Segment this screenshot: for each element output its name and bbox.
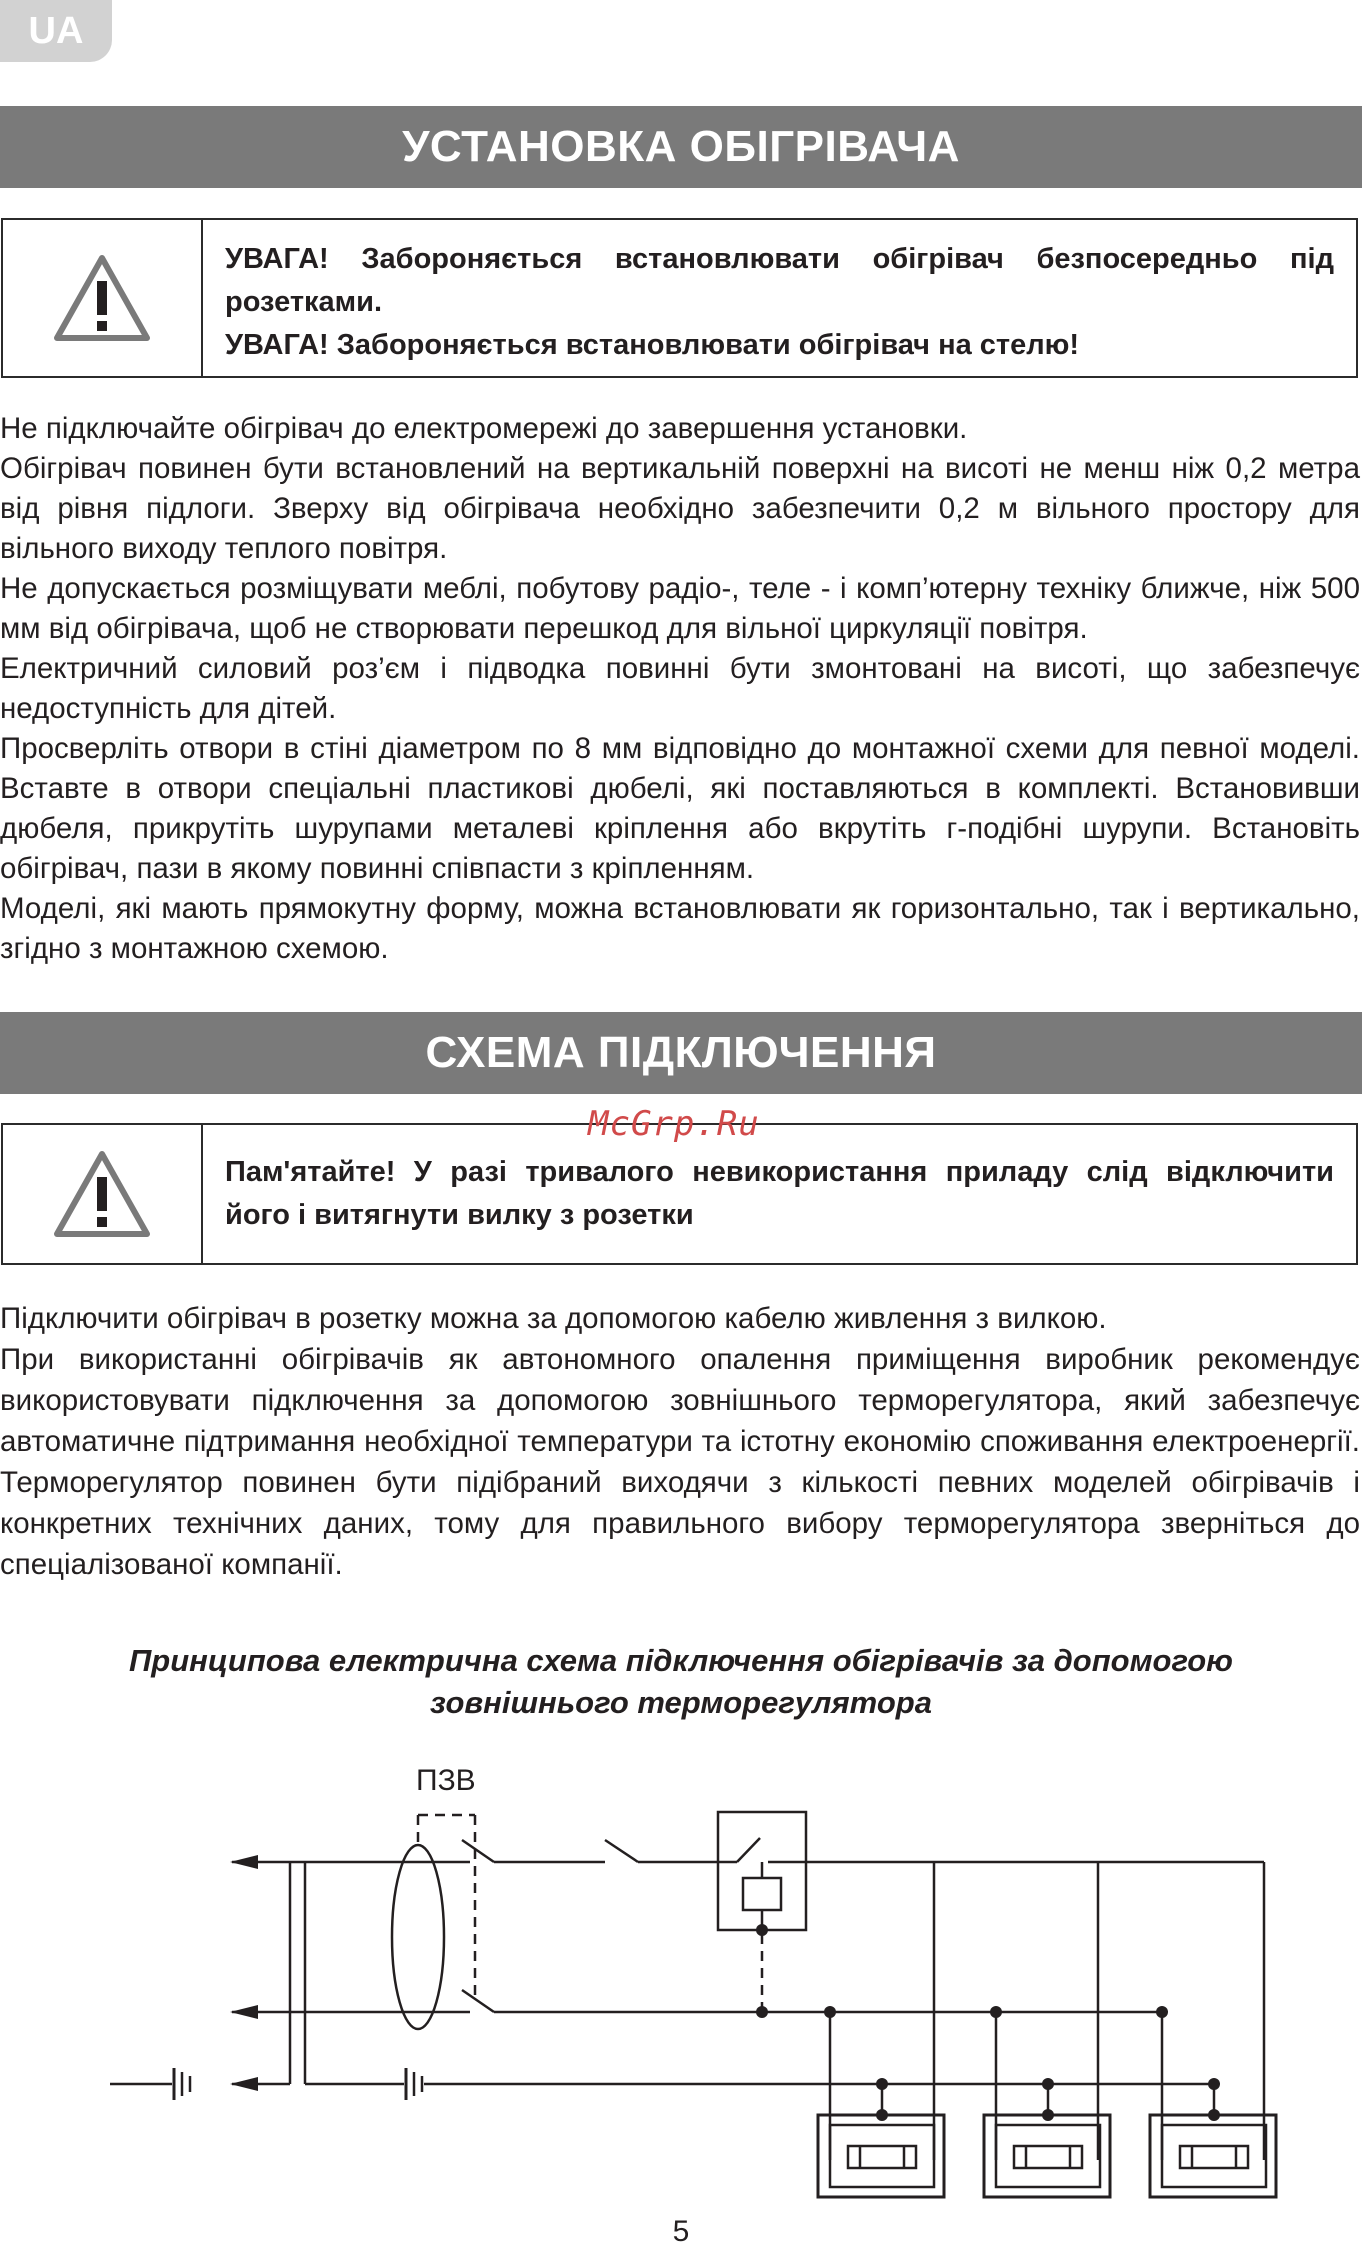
heater-3 (1150, 2115, 1276, 2197)
caption-line-2: зовнішнього терморегулятора (430, 1685, 932, 1720)
rcd-label: ПЗВ (416, 1764, 476, 1797)
watermark: McGrp.Ru (588, 1104, 760, 1144)
rcd-toroid (392, 1845, 444, 2029)
paragraph: При використанні обігрівачів як автономного опалення приміщення виробник рекомендує використовувати підключення за допомогою зовнішнього терморегулятора, який забезпечує автоматичне підтримання необхідної температури та істотну економію споживання електроенергії. Терморегулятор повинен бути підібраний виходячи з кількості певних моделей обігрівачів і конкретних технічних даних, тому для правильного вибору терморегулятора зверніться до спеціалізованої компанії. (0, 1343, 1360, 1581)
page-number: 5 (672, 2215, 690, 2248)
section-title-connection: СХЕМА ПІДКЛЮЧЕННЯ (0, 1012, 1362, 1094)
paragraph: Не підключайте обігрівач до електромережі до завершення установки. (0, 412, 968, 445)
warning-line-2: УВАГА! Забороняється встановлювати обігрівач на стелю! (225, 329, 1080, 361)
heater-1 (818, 2115, 944, 2197)
paragraph: Моделі, які мають прямокутну форму, можна встановлювати як горизонтально, так і вертикально, згідно з монтажною схемою. (0, 892, 1360, 965)
paragraph: Не допускається розміщувати меблі, побутову радіо-, теле - і комп’ютерну техніку ближче, ніж 500 мм від обігрівача, щоб не створювати перешкод для вільної циркуляції повітря. (0, 572, 1360, 645)
paragraph: Обігрівач повинен бути встановлений на вертикальній поверхні на висоті не менш ніж 0,2 метра від рівня підлоги. Зверху від обігрівача необхідно забезпечити 0,2 м вільного простору для вільного виходу теплого повітря. (0, 452, 1360, 565)
warning-line-1: УВАГА! Забороняється встановлювати обігрівач безпосередньо під розетками. (225, 243, 1334, 318)
language-tab: UA (0, 0, 112, 62)
paragraph: Електричний силовий роз’єм і підводка повинні бути змонтовані на висоті, що забезпечує недоступність для дітей. (0, 652, 1360, 725)
caption-line-1: Принципова електрична схема підключення обігрівачів за допомогою (129, 1643, 1233, 1678)
thermostat-coil (743, 1878, 781, 1910)
heater-2 (984, 2115, 1110, 2197)
section-title-installation: УСТАНОВКА ОБІГРІВАЧА (0, 106, 1362, 188)
warning-line-1: Пам'ятайте! У разі тривалого невикористання приладу слід відключити його і витягнути вилку з розетки (225, 1156, 1334, 1231)
paragraph: Просверліть отвори в стіні діаметром по 8 мм відповідно до монтажної схеми для певної моделі. Вставте в отвори спеціальні пластикові дюбелі, які поставляються в комплекті. Встановивши дюбеля, прикрутіть шурупами металеві кріплення або вкрутіть г-подібні шурупи. Встановіть обігрівач, пази в якому повинні співпасти з кріпленням. (0, 732, 1360, 885)
paragraph: Підключити обігрівач в розетку можна за допомогою кабелю живлення з вилкою. (0, 1302, 1107, 1335)
